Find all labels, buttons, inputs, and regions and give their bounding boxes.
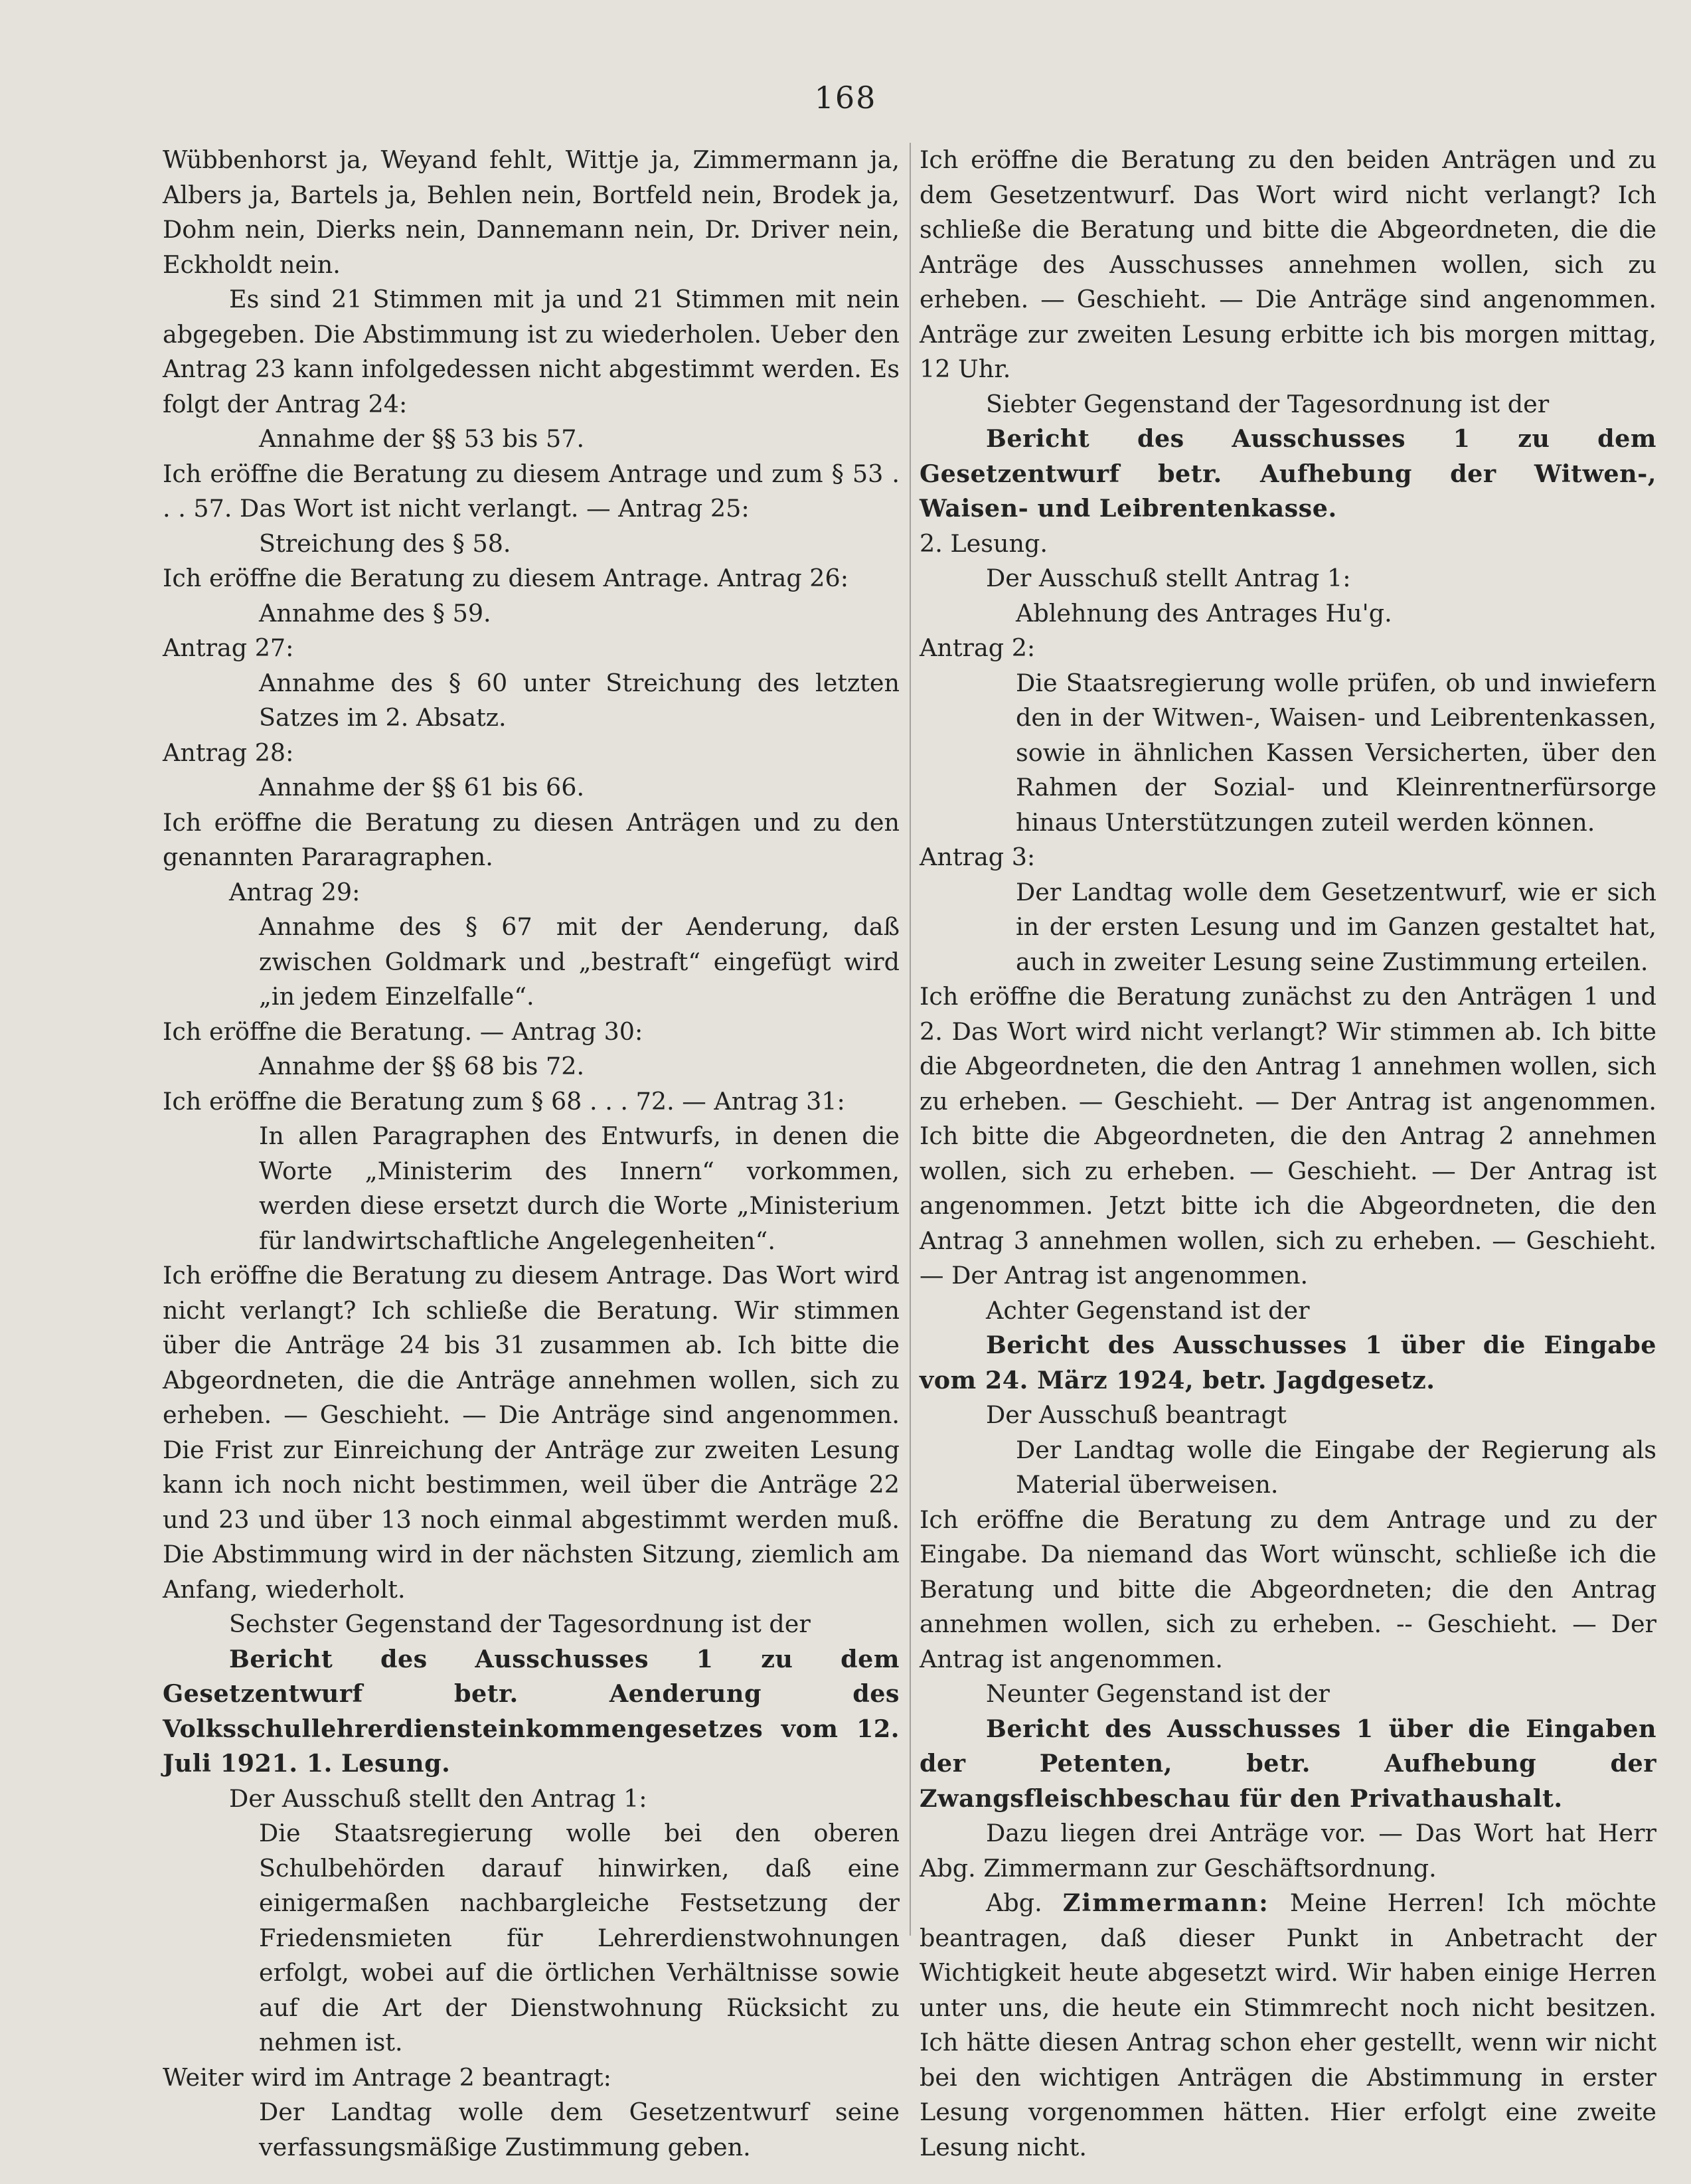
motion-text: Annahme der §§ 53 bis 57.: [259, 424, 585, 453]
motion-text: Der Landtag wolle dem Gesetzentwurf, wie er sich in der ersten Lesung und im Ganzen gestaltet hat, auch in zweiter Lesung seine Zustimmung erteilen.: [1016, 877, 1656, 976]
motion-text: Der Landtag wolle die Eingabe der Regierung als Material überweisen.: [1016, 1435, 1656, 1499]
paragraph: Ich eröffne die Beratung zum § 68 . . . 72. — Antrag 31:: [163, 1086, 845, 1116]
motion-text: Annahme des § 67 mit der Aenderung, daß zwischen Goldmark und „bestraft“ eingefügt wird „in jedem Einzelfalle“.: [259, 912, 900, 1011]
paragraph: Der Ausschuß beantragt: [986, 1400, 1287, 1429]
speech-paragraph: [920, 1886, 1656, 2165]
paragraph: Der Ausschuß stellt Antrag 1:: [986, 564, 1351, 592]
paragraph: 2. Lesung.: [920, 529, 1048, 558]
speech-text: Meine Herren! Ich möchte beantragen, daß dieser Punkt in Anbetracht der Wichtigkeit heute abgesetzt wird. Wir haben einige Herren unter uns, die heute ein Stimmrecht noch nicht besitzen. Ich hätte diesen Antrag schon eher gestellt, wenn wir nicht bei den wichtigen Anträgen die Abstimmung in erster Lesung vorgenommen hätten. Hier erfolgt eine zweite Lesung nicht.: [920, 1889, 1656, 2161]
motion-text: Annahme der §§ 61 bis 66.: [259, 773, 585, 801]
paragraph: Ich eröffne die Beratung zu den beiden Anträgen und zu dem Gesetzentwurf. Das Wort wird nicht verlangt? Ich schließe die Beratung und bitte die Abgeordneten, die die Anträge des Ausschusses annehmen wollen, sich zu erheben. — Geschieht. — Die Anträge sind angenommen. Anträge zur zweiten Lesung erbitte ich bis morgen mittag, 12 Uhr.: [920, 145, 1656, 383]
right-column: [920, 143, 1656, 2165]
paragraph: Der Ausschuß stellt den Antrag 1:: [229, 1784, 647, 1813]
motion-text: Annahme des § 59.: [259, 598, 491, 628]
motion-text: In allen Paragraphen des Entwurfs, in denen die Worte „Ministerim des Innern“ vorkommen, werden diese ersetzt durch die Worte „Ministerium für landwirtschaftliche Angelegenheiten“.: [259, 1122, 900, 1255]
agenda-item-title: Bericht des Ausschusses 1 über die Eingabe vom 24. März 1924, betr. Jagdgesetz.: [920, 1331, 1656, 1394]
paragraph: Wübbenhorst ja, Weyand fehlt, Wittje ja, Zimmermann ja, Albers ja, Bartels ja, Behlen nein, Bortfeld nein, Brodek ja, Dohm nein, Dierks nein, Dannemann nein, Dr. Driver nein, Eckholdt nein.: [163, 145, 900, 279]
motion-text: Die Staatsregierung wolle prüfen, ob und inwiefern den in der Witwen-, Waisen- und Leibrentenkassen, sowie in ähnlichen Kassen Versicherten, über den Rahmen der Sozial- und Kleinrentnerfürsorge hinaus Unterstützungen zuteil werden können.: [1016, 668, 1656, 837]
paragraph: Dazu liegen drei Anträge vor. — Das Wort hat Herr Abg. Zimmermann zur Geschäftsordnung.: [920, 1819, 1656, 1883]
left-column: [163, 143, 900, 2165]
agenda-item-title: Bericht des Ausschusses 1 über die Eingaben der Petenten, betr. Aufhebung der Zwangsfleischbeschau für den Privathaushalt.: [920, 1714, 1656, 1813]
paragraph: Ich eröffne die Beratung zu diesem Antrage. Das Wort wird nicht verlangt? Ich schließe die Beratung. Wir stimmen über die Anträge 24 bis 31 zusammen ab. Ich bitte die Abgeordneten, die die Anträge annehmen wollen, sich zu erheben. — Geschieht. — Die Anträge sind angenommen. Die Frist zur Einreichung der Anträge zur zweiten Lesung kann ich noch nicht bestimmen, weil über die Anträge 22 und 23 und über 13 noch einmal abgestimmt werden muß. Die Abstimmung wird in der nächsten Sitzung, ziemlich am Anfang, wiederholt.: [163, 1261, 900, 1604]
paragraph: Antrag 3:: [920, 843, 1036, 871]
paragraph: Antrag 29:: [229, 877, 361, 906]
agenda-item-intro: Sechster Gegenstand der Tagesordnung ist der: [229, 1610, 811, 1638]
motion-text: Annahme der §§ 68 bis 72.: [259, 1052, 585, 1080]
agenda-item-title: Bericht des Ausschusses 1 zu dem Gesetzentwurf betr. Aenderung des Volksschullehrerdiensteinkommengesetzes vom 12. Juli 1921. 1. Lesung.: [163, 1644, 900, 1778]
paragraph: Antrag 2:: [920, 633, 1036, 662]
agenda-item-intro: Siebter Gegenstand der Tagesordnung ist der: [986, 389, 1550, 418]
paragraph: Ich eröffne die Beratung zu diesem Antrage und zum § 53 . . . 57. Das Wort ist nicht verlangt. — Antrag 25:: [163, 459, 900, 523]
paragraph: Ich eröffne die Beratung zu diesen Anträgen und zu den genannten Pararagraphen.: [163, 807, 900, 871]
agenda-item-title: Bericht des Ausschusses 1 zu dem Gesetzentwurf betr. Aufhebung der Witwen-, Waisen- und Leibrentenkasse.: [920, 424, 1656, 523]
paragraph: Ich eröffne die Beratung zu dem Antrage und zu der Eingabe. Da niemand das Wort wünscht, schließe ich die Beratung und bitte die Abgeordneten; die den Antrag annehmen wollen, sich zu erheben. -- Geschieht. — Der Antrag ist angenommen.: [920, 1505, 1656, 1673]
agenda-item-intro: Achter Gegenstand ist der: [986, 1296, 1310, 1325]
paragraph: Ich eröffne die Beratung zu diesem Antrage. Antrag 26:: [163, 564, 849, 592]
agenda-item-intro: Neunter Gegenstand ist der: [986, 1679, 1330, 1708]
column-divider: [910, 143, 911, 1936]
motion-text: Der Landtag wolle dem Gesetzentwurf seine verfassungsmäßige Zustimmung geben.: [259, 2098, 900, 2161]
page-number: 168: [814, 80, 877, 116]
motion-text: Ablehnung des Antrages Hu'g.: [1016, 598, 1392, 628]
speaker-prefix: Abg.: [986, 1889, 1042, 1917]
paragraph: Ich eröffne die Beratung. — Antrag 30:: [163, 1017, 643, 1046]
paragraph: Antrag 27:: [163, 633, 294, 662]
motion-text: Annahme des § 60 unter Streichung des letzten Satzes im 2. Absatz.: [259, 668, 900, 732]
motion-text: Die Staatsregierung wolle bei den oberen Schulbehörden darauf hinwirken, daß eine einigermaßen nachbargleiche Festsetzung der Friedensmieten für Lehrerdienstwohnungen erfolgt, wobei auf die örtlichen Verhältnisse sowie auf die Art der Dienstwohnung Rücksicht zu nehmen ist.: [259, 1819, 900, 2057]
paragraph: Es sind 21 Stimmen mit ja und 21 Stimmen mit nein abgegeben. Die Abstimmung ist zu wiederholen. Ueber den Antrag 23 kann infolgedessen nicht abgestimmt werden. Es folgt der Antrag 24:: [163, 285, 900, 418]
paragraph: Ich eröffne die Beratung zunächst zu den Anträgen 1 und 2. Das Wort wird nicht verlangt? Wir stimmen ab. Ich bitte die Abgeordneten, die den Antrag 1 annehmen wollen, sich zu erheben. — Geschieht. — Der Antrag ist angenommen. Ich bitte die Abgeordneten, die den Antrag 2 annehmen wollen, sich zu erheben. — Geschieht. — Der Antrag ist angenommen. Jetzt bitte ich die Abgeordneten, die den Antrag 3 annehmen wollen, sich zu erheben. — Geschieht. — Der Antrag ist angenommen.: [920, 982, 1656, 1290]
paragraph: Weiter wird im Antrage 2 beantragt:: [163, 2062, 611, 2092]
paragraph: Antrag 28:: [163, 738, 294, 767]
speaker-name: Zimmermann:: [1062, 1889, 1269, 1917]
motion-text: Streichung des § 58.: [259, 529, 511, 558]
